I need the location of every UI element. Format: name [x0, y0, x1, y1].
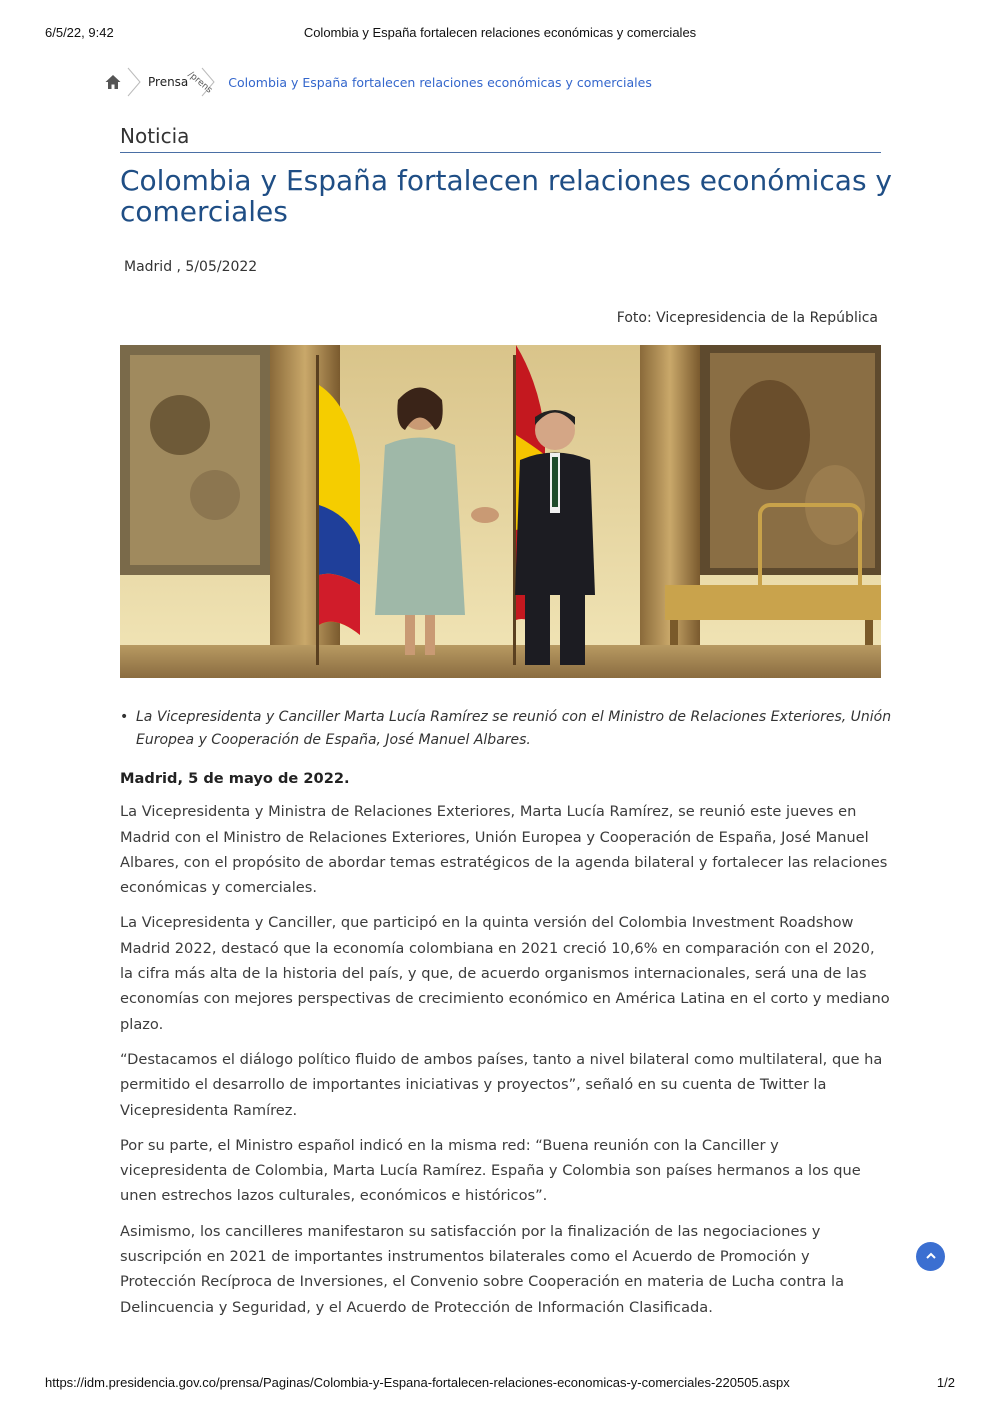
breadcrumb-section-link[interactable]: Prensa — [148, 75, 189, 89]
breadcrumb-fragment: /prens — [186, 69, 215, 96]
photo-caption-list — [120, 706, 906, 752]
back-to-top-button[interactable] — [916, 1242, 945, 1271]
article-lead: Madrid, 5 de mayo de 2022. — [120, 770, 350, 787]
article-body — [120, 766, 890, 1330]
article-paragraph: La Vicepresidenta y Ministra de Relaciones Exteriores, Marta Lucía Ramírez, se reunió este jueves en Madrid con el Ministro de Relaciones Exteriores, Unión Europea y Cooperación de España, José Manuel Albares, con el propósito de abordar temas estratégicos de la agenda bilateral y fortalecer las relaciones económicas y comerciales. — [120, 803, 888, 897]
breadcrumb — [104, 68, 652, 96]
article-paragraph: “Destacamos el diálogo político fluido de ambos países, tanto a nivel bilateral como multilateral, que ha permitido el desarrollo de importantes iniciativas y proyectos”, señaló en su cuenta de Twitter la Vicepresidenta Ramírez. — [120, 1050, 883, 1119]
section-divider — [120, 152, 881, 153]
dateline: Madrid , 5/05/2022 — [124, 259, 258, 275]
page-title: Colombia y España fortalecen relaciones económicas y comerciales — [120, 164, 892, 228]
page-url: https://idm.presidencia.gov.co/prensa/Paginas/Colombia-y-Espana-fortalecen-relaciones-economicas-y-comerciales-220505.aspx — [45, 1375, 790, 1390]
article-paragraph: La Vicepresidenta y Canciller, que participó en la quinta versión del Colombia Investment Roadshow Madrid 2022, destacó que la economía colombiana en 2021 creció 10,6% en comparación con el 2020, la cifra más alta de la historia del país, y que, de acuerdo organismos internacionales, será una de las economías con mejores perspectivas de crecimiento económico en América Latina en el corto y mediano plazo. — [120, 914, 890, 1033]
photo-credit: Foto: Vicepresidencia de la República — [616, 310, 878, 326]
print-date: 6/5/22, 9:42 — [45, 25, 114, 40]
article-paragraph: Asimismo, los cancilleres manifestaron su satisfacción por la finalización de las negociaciones y suscripción en 2021 de importantes instrumentos bilaterales como el Acuerdo de Promoción y Protección Recíproca de Inversiones, el Convenio sobre Cooperación en materia de Lucha contra la Delincuencia y Seguridad, y el Acuerdo de Protección de Información Clasificada. — [120, 1222, 845, 1316]
section-label: Noticia — [120, 124, 190, 148]
chevron-up-icon — [925, 1247, 937, 1266]
home-icon[interactable] — [104, 73, 122, 91]
article-paragraph: Por su parte, el Ministro español indicó en la misma red: “Buena reunión con la Canciller y vicepresidenta de Colombia, Marta Lucía Ramírez. España y Colombia son países hermanos a los que unen estrechos lazos culturales, económicos e históricos”. — [120, 1136, 861, 1205]
photo-caption: • La Vicepresidenta y Canciller Marta Lucía Ramírez se reunió con el Ministro de Relaciones Exteriores, Unión Europea y Cooperación de España, José Manuel Albares. — [136, 706, 906, 752]
print-footer — [45, 1375, 955, 1393]
page-number: 1/2 — [936, 1375, 955, 1390]
chevron-right-icon — [126, 67, 142, 97]
news-photo — [120, 345, 881, 678]
print-header — [45, 25, 955, 43]
breadcrumb-current[interactable]: Colombia y España fortalecen relaciones económicas y comerciales — [228, 74, 652, 90]
print-title: Colombia y España fortalecen relaciones económicas y comerciales — [303, 25, 697, 40]
